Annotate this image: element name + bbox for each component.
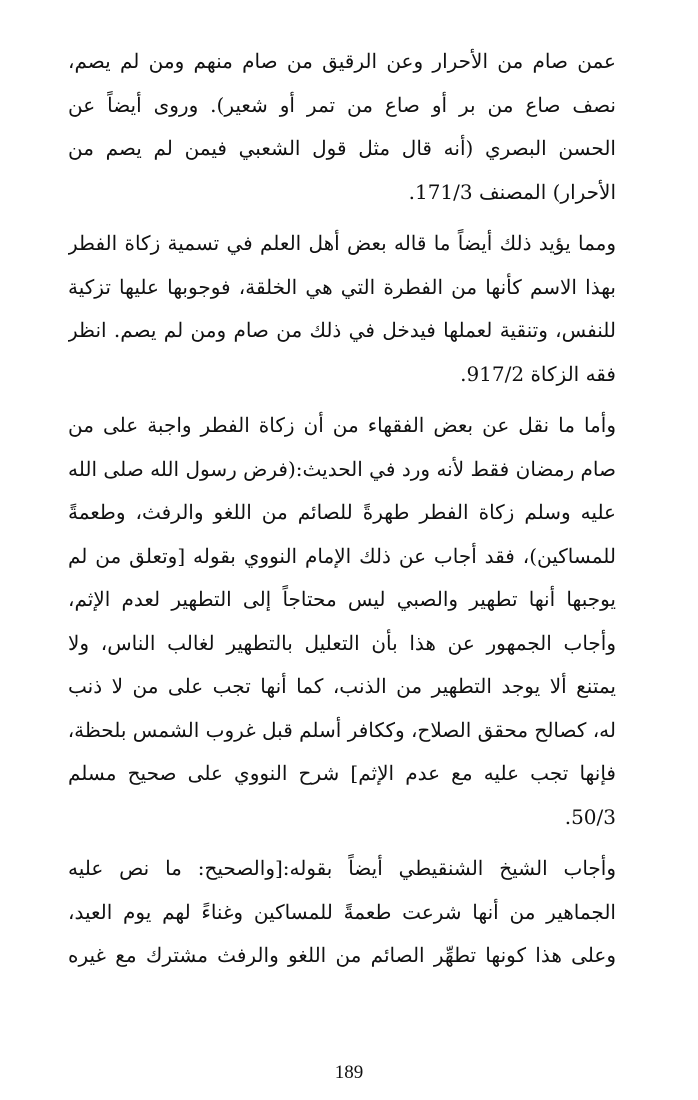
text-line: فإنها تجب عليه مع عدم الإثم] شرح النووي على صحيح مسلم [68, 761, 616, 785]
text-line: للنفس، وتنقية لعملها فيدخل في ذلك من صام ومن لم يصم. انظر [68, 318, 616, 342]
text-line: وأجاب الشيخ الشنقيطي أيضاً بقوله:[والصحيح: ما نص عليه [68, 856, 616, 880]
text-line: وأجاب الجمهور عن هذا بأن التعليل بالتطهير لغالب الناس، ولا [68, 630, 616, 655]
page-number: 189 [334, 1062, 364, 1083]
text-line: ومما يؤيد ذلك أيضاً ما قاله بعض أهل العلم في تسمية زكاة الفطر [68, 231, 616, 255]
paragraph-4 [68, 847, 616, 978]
text-line: فقه الزكاة 917/2. [460, 361, 616, 386]
page-body [68, 40, 616, 986]
text-line: الأحرار) المصنف 171/3. [408, 179, 616, 204]
text-line: يمتنع ألا يوجد التطهير من الذنب، كما أنها تجب على من لا ذنب [68, 674, 616, 698]
text-line: عليه وسلم زكاة الفطر طهرةً للصائم من اللغو والرفث، وطعمةً [68, 500, 616, 524]
paragraph-2 [68, 222, 616, 396]
text-line: للمساكين)، فقد أجاب عن ذلك الإمام النووي بقوله [وتعلق من لم [68, 543, 616, 568]
text-line: صام رمضان فقط لأنه ورد في الحديث:(فرض رسول الله صلى الله [68, 456, 616, 481]
paragraph-1 [68, 40, 616, 214]
text-line: يوجبها أنها تطهير والصبي ليس محتاجاً إلى التطهير لعدم الإثم، [68, 587, 616, 611]
text-line: وعلى هذا كونها تطهِّر الصائم من اللغو والرفث مشترك مع غيره [68, 943, 616, 967]
text-line: له، كصالح محقق الصلاح، وككافر أسلم قبل غروب الشمس بلحظة، [68, 717, 616, 742]
text-line: وأما ما نقل عن بعض الفقهاء من أن زكاة الفطر واجبة على من [68, 413, 616, 437]
text-line: بهذا الاسم كأنها من الفطرة التي هي الخلقة، فوجوبها عليها تزكية [68, 274, 616, 299]
paragraph-3 [68, 404, 616, 839]
text-line: 50/3. [564, 804, 616, 829]
text-line: عمن صام من الأحرار وعن الرقيق من صام منهم ومن لم يصم، [68, 49, 616, 73]
text-line: الحسن البصري (أنه قال مثل قول الشعبي فيمن لم يصم من [68, 136, 616, 160]
text-line: نصف صاع من بر أو صاع من تمر أو شعير). وروى أيضاً عن [68, 92, 616, 117]
text-line: الجماهير من أنها شرعت طعمةً للمساكين وغناءً لهم يوم العيد، [68, 899, 616, 924]
